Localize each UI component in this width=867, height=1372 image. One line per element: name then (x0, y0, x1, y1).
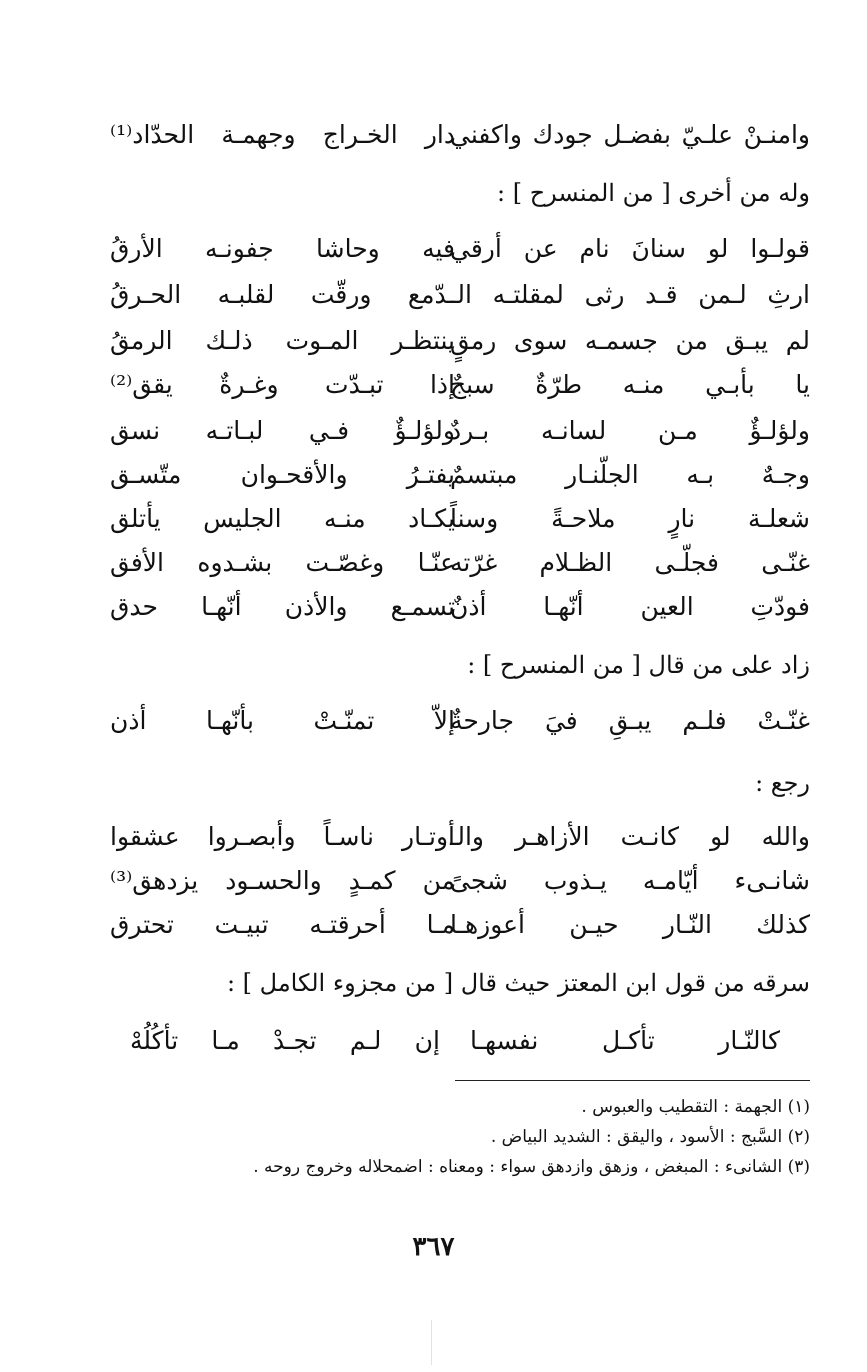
verse-first-hemistich: فودّتِ العين أنّهـا أذنٌ (450, 592, 810, 621)
verse-first-hemistich: غنّـى فجلّـى الظـلام غرّته (450, 548, 810, 577)
verse-first-hemistich: وجـهٌ بـه الجلّنـار مبتسمٌ (450, 460, 810, 489)
verse-first-hemistich: شعلـة نارٍ ملاحـةً وسناً (450, 504, 810, 533)
verse-first-hemistich: يا بأبـي منـه طرّةٌ سبجٌ (450, 370, 810, 399)
verse (110, 452, 810, 498)
verse-second-hemistich: عنّـا وغصّـت بشـدوه الأفق (110, 548, 455, 577)
verse (110, 362, 810, 408)
verse (110, 226, 810, 272)
verse (110, 408, 810, 454)
verse (110, 584, 810, 630)
verse (110, 496, 810, 542)
verse (130, 1018, 780, 1064)
verse (110, 814, 810, 860)
verse-second-hemistich: مـا أحرقتـه تبيـت تحترق (110, 910, 455, 939)
footnote: (٢) السَّبج : الأسود ، واليقق : الشديد البياض . (490, 1127, 810, 1147)
verse-second-hemistich: ينتظـر المـوت ذلـك الرمقُ (110, 326, 455, 355)
verse-second-hemistich: إن لـم تجـدْ مـا تأكُلُهْ (130, 1026, 440, 1055)
verse-second-hemistich: أوتـار ناسـاً وأبصـروا عشقوا (110, 822, 455, 851)
verse-first-hemistich: كالنّـار تأكـل نفسهـا (470, 1026, 780, 1055)
footnote-separator (455, 1080, 810, 1081)
verse (110, 272, 810, 318)
verse (110, 540, 810, 586)
verse-second-hemistich: إلاّ تمنّـتْ بأنّهـا أذن (110, 706, 455, 735)
verse-second-hemistich: يكـاد منـه الجليس يأتلق (110, 504, 455, 533)
section-heading: زاد على من قال [ من المنسرح ] : (467, 651, 810, 679)
verse-first-hemistich: لم يبـق من جسمـه سوى رمقٍ (450, 326, 810, 355)
verse-second-hemistich: ـدّمع ورقّت لقلبـه الحـرقُ (110, 280, 455, 309)
verse-second-hemistich: إذا تبـدّت وغـرةٌ يقق⁽²⁾ (110, 370, 455, 399)
verse-second-hemistich: تسمـع والأذن أنّهـا حدق (110, 592, 455, 621)
verse-second-hemistich: من كمـدٍ والحسـود يزدهق⁽³⁾ (110, 866, 455, 895)
footnote: (٣) الشانىء : المبغض ، وزهق وازدهق سواء : ومعناه : اضمحلاله وخروج روحه . (253, 1157, 810, 1177)
verse-second-hemistich: ولؤلـؤٌ فـي لبـاتـه نسق (110, 416, 455, 445)
verse-first-hemistich: كذلك النّـار حيـن أعوزهـا (450, 910, 810, 939)
verse-first-hemistich: وامنـنْ علـيّ بفضـل جودك واكفني (450, 120, 810, 149)
verse (110, 902, 810, 948)
verse-second-hemistich: يفتـرُ والأقحـوان متّسـق (110, 460, 455, 489)
verse-first-hemistich: غنّـتْ فلـم يبـقِ فيَ جارحةٌ (450, 706, 810, 735)
section-heading: وله من أخرى [ من المنسرح ] : (496, 179, 810, 207)
verse (110, 858, 810, 904)
verse (110, 112, 810, 158)
verse-first-hemistich: ولؤلـؤٌ مـن لسانـه بـردٌ (450, 416, 810, 445)
footnote: (١) الجهمة : التقطيب والعبوس . (581, 1097, 810, 1117)
verse-first-hemistich: ارثِ لـمن قـد رثى لمقلتـه الـ (450, 280, 810, 309)
section-heading: رجع : (755, 769, 810, 797)
verse-first-hemistich: قولـوا لو سنانَ نام عن أرقي (450, 234, 810, 263)
verse-second-hemistich: دار الخـراج وجهمـة الحدّاد⁽¹⁾ (110, 120, 455, 149)
verse-first-hemistich: والله لو كانـت الأزاهـر والـ (450, 822, 810, 851)
section-heading: سرقه من قول ابن المعتز حيث قال [ من مجزوء الكامل ] : (226, 969, 810, 997)
page-number: ٣٦٧ (412, 1232, 455, 1262)
verse-first-hemistich: شانـىء أيّامـه يـذوب شجىً (450, 866, 810, 895)
verse (110, 318, 810, 364)
gutter-shadow (431, 1320, 432, 1365)
verse-second-hemistich: فيه وحاشا جفونـه الأرقُ (110, 234, 455, 263)
verse (110, 698, 810, 744)
